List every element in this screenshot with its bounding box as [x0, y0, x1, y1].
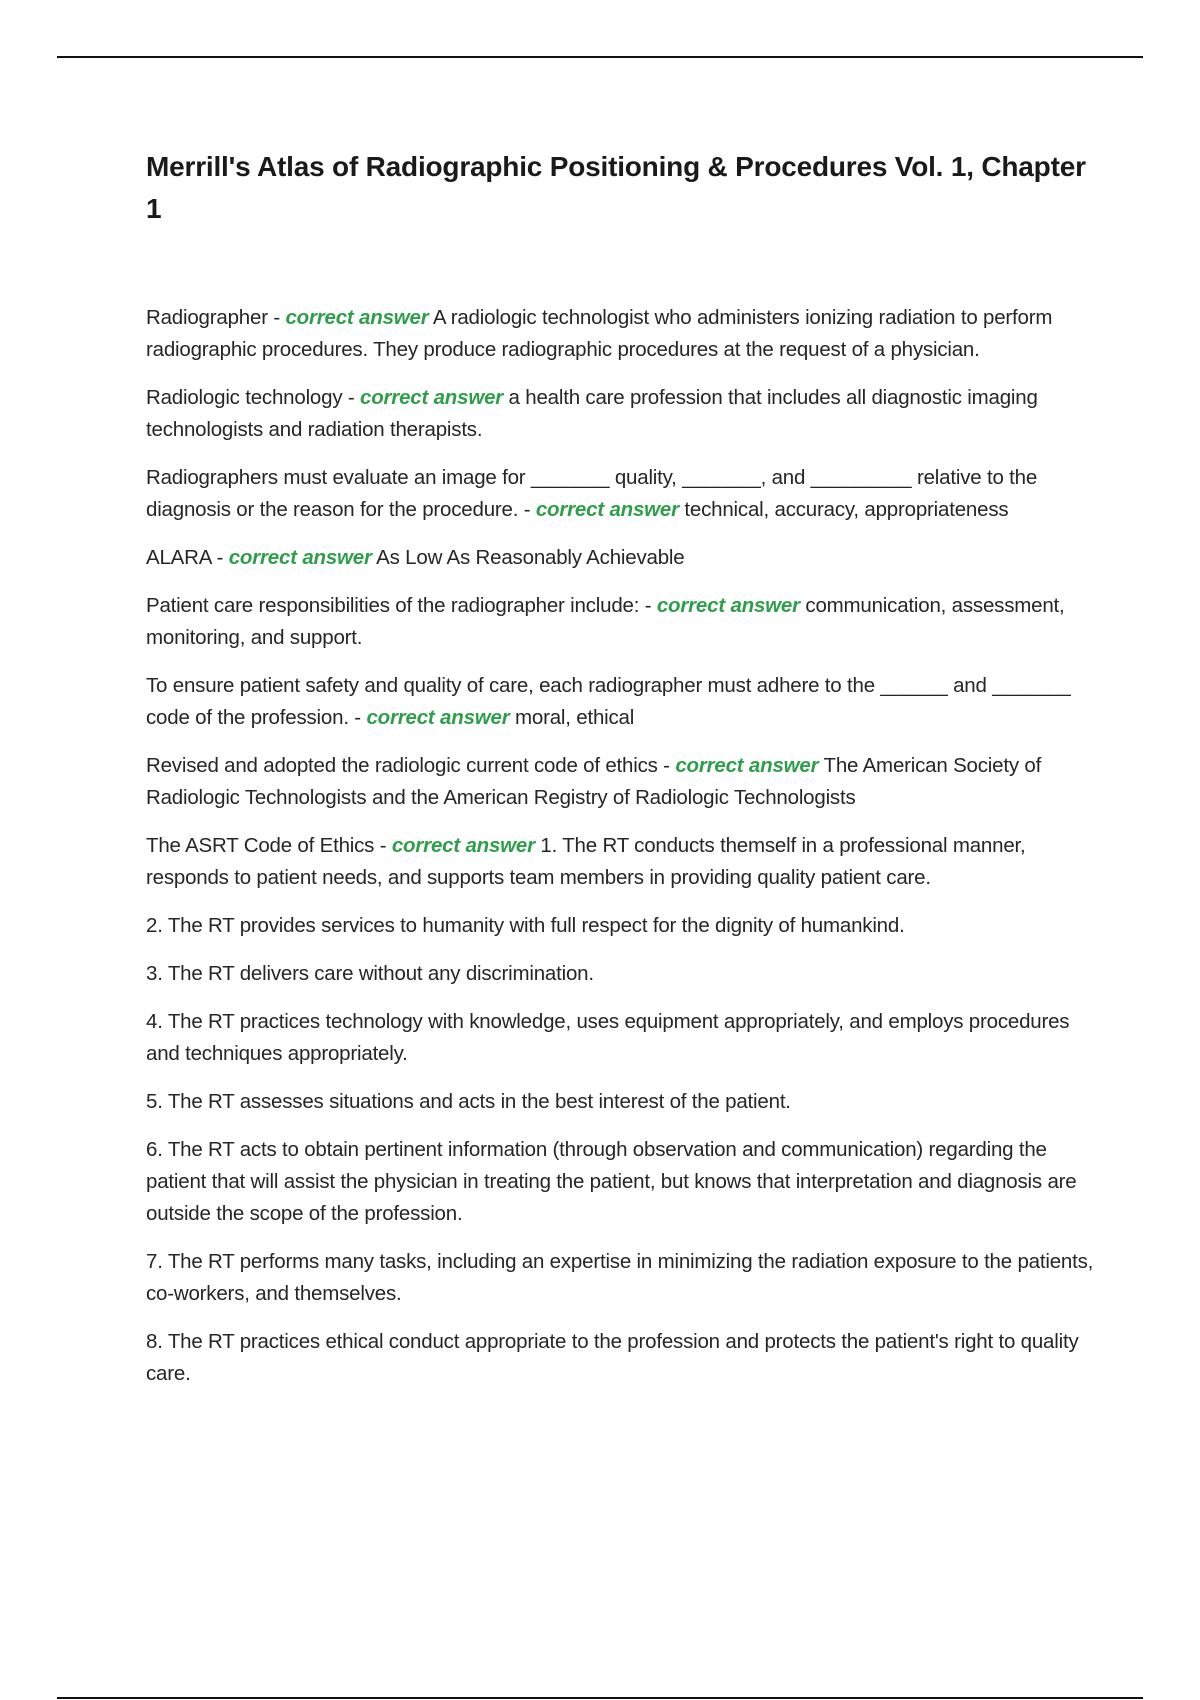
- question-text: To ensure patient safety and quality of care, each radiographer must adhere to the ______ and _______ code of the profession. -: [146, 674, 1071, 729]
- qa-entry: [146, 462, 1096, 526]
- question-text: Radiographers must evaluate an image for _______ quality, _______, and _________ relative to the diagnosis or the reason for the procedure. -: [146, 466, 1038, 521]
- answer-text: As Low As Reasonably Achievable: [371, 546, 685, 569]
- question-text: ALARA -: [146, 546, 229, 569]
- question-text: Revised and adopted the radiologic current code of ethics -: [146, 754, 676, 777]
- answer-text: 1. The RT conducts themself in a professional manner, responds to patient needs, and supports team members in providing quality patient care.: [146, 834, 1026, 889]
- qa-entry: [146, 750, 1096, 814]
- code-of-ethics-item: 5. The RT assesses situations and acts in the best interest of the patient.: [146, 1090, 791, 1113]
- correct-answer-label: correct answer: [391, 834, 535, 857]
- code-of-ethics-item: 4. The RT practices technology with knowledge, uses equipment appropriately, and employs procedures and techniques appropriately.: [146, 1010, 1070, 1065]
- qa-entry: [146, 670, 1096, 734]
- page-title: Merrill's Atlas of Radiographic Positioning & Procedures Vol. 1, Chapter 1: [146, 151, 1086, 224]
- correct-answer-label: correct answer: [360, 386, 504, 409]
- correct-answer-label: correct answer: [285, 306, 429, 329]
- question-text: The ASRT Code of Ethics -: [146, 834, 392, 857]
- code-of-ethics-item: 8. The RT practices ethical conduct appropriate to the profession and protects the patient's right to quality care.: [146, 1330, 1079, 1385]
- answer-text: The American Society of Radiologic Technologists and the American Registry of Radiologic Technologists: [146, 754, 1042, 809]
- qa-entry: [146, 302, 1096, 366]
- question-text: Patient care responsibilities of the radiographer include: -: [146, 594, 657, 617]
- qa-entry: [146, 590, 1096, 654]
- answer-text: technical, accuracy, appropriateness: [678, 498, 1009, 521]
- correct-answer-label: correct answer: [535, 498, 679, 521]
- qa-entry: [146, 830, 1096, 894]
- qa-entry: [146, 542, 1096, 574]
- question-text: Radiographer -: [146, 306, 286, 329]
- question-text: Radiologic technology -: [146, 386, 360, 409]
- bottom-rule: [57, 1697, 1143, 1699]
- document-page: [146, 146, 1096, 1406]
- answer-text: a health care profession that includes all diagnostic imaging technologists and radiation therapists.: [146, 386, 1038, 441]
- qa-entry: [146, 382, 1096, 446]
- answer-text: communication, assessment, monitoring, and support.: [146, 594, 1065, 649]
- correct-answer-label: correct answer: [675, 754, 819, 777]
- answer-text: moral, ethical: [509, 706, 635, 729]
- code-of-ethics-item: 6. The RT acts to obtain pertinent information (through observation and communication) regarding the patient that will assist the physician in treating the patient, but knows that interpretation and diagnosis are outside the scope of the profession.: [146, 1138, 1077, 1225]
- answer-text: A radiologic technologist who administers ionizing radiation to perform radiographic procedures. They produce radiographic procedures at the request of a physician.: [146, 306, 1053, 361]
- correct-answer-label: correct answer: [366, 706, 510, 729]
- correct-answer-label: correct answer: [228, 546, 372, 569]
- code-of-ethics-item: 2. The RT provides services to humanity with full respect for the dignity of humankind.: [146, 914, 905, 937]
- code-of-ethics-item: 3. The RT delivers care without any discrimination.: [146, 962, 594, 985]
- correct-answer-label: correct answer: [656, 594, 800, 617]
- top-rule: [57, 56, 1143, 58]
- code-of-ethics-item: 7. The RT performs many tasks, including an expertise in minimizing the radiation exposure to the patients, co-workers, and themselves.: [146, 1250, 1094, 1305]
